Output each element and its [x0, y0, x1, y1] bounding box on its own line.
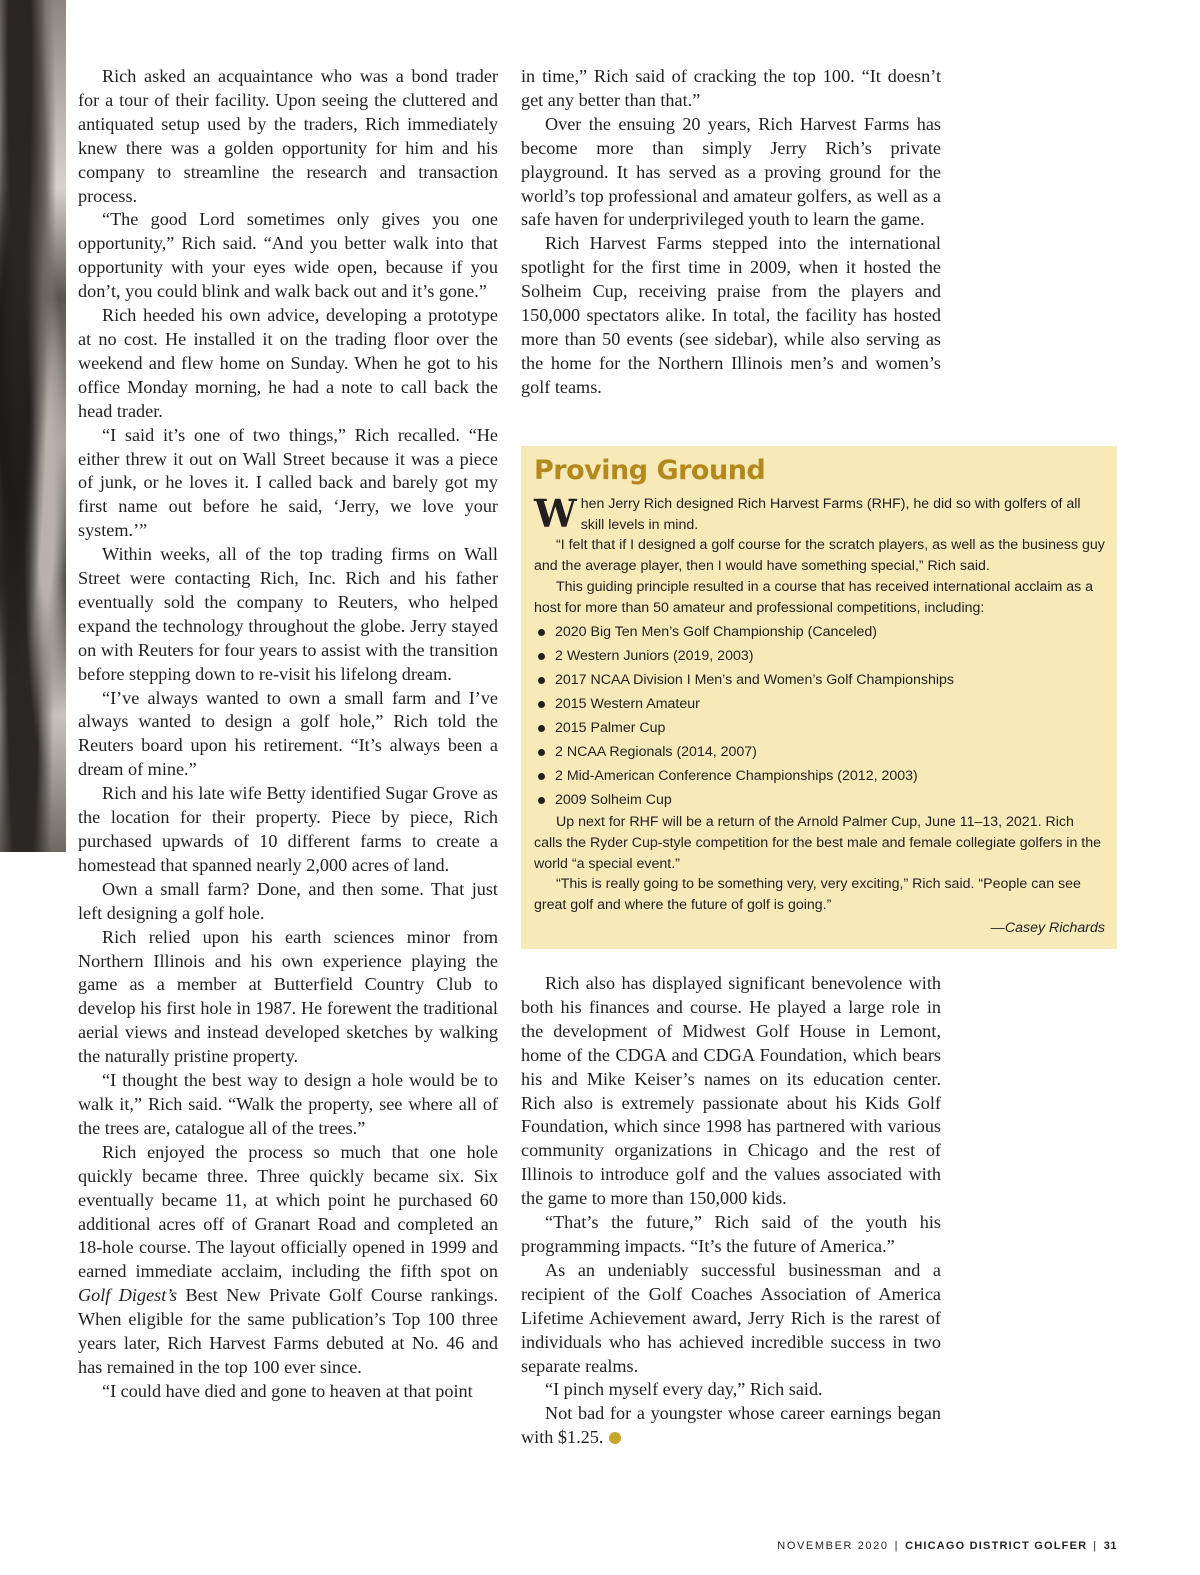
paragraph [78, 1141, 498, 1380]
list-item: 2009 Solheim Cup [534, 788, 1105, 812]
paragraph: Rich heeded his own advice, developing a prototype at no cost. He installed it on the trading floor over the weekend and flew home on Sunday. When he got to his office Monday morning, he had a note to call back the head trader. [78, 305, 498, 421]
paragraph: Rich and his late wife Betty identified Sugar Grove as the location for their property. Piece by piece, Rich purchased upwards of 10 different farms to create a homestead that spanned nearly 2,000 acres of land. [78, 783, 498, 875]
list-item: 2015 Western Amateur [534, 692, 1105, 716]
end-mark-icon [609, 1432, 621, 1444]
paragraph: “I thought the best way to design a hole would be to walk it,” Rich said. “Walk the property, see where all of the trees are, catalogue all of the trees.” [78, 1070, 498, 1138]
paragraph-text: Best New Private Golf Course rankings. When eligible for the same publication’s Top 100 three years later, Rich Harvest Farms debuted at No. 46 and has remained in the top 100 ever since. [78, 1285, 498, 1377]
list-item: 2 NCAA Regionals (2014, 2007) [534, 740, 1105, 764]
list-item: 2 Mid-American Conference Championships (2012, 2003) [534, 764, 1105, 788]
sidebar-lead [534, 491, 1105, 536]
publication-name: CHICAGO DISTRICT GOLFER [905, 1540, 1088, 1552]
byline: —Casey Richards [990, 919, 1105, 936]
separator: | [1093, 1540, 1098, 1552]
drop-cap: W [534, 491, 577, 536]
article-column-3 [521, 972, 941, 1450]
sidebar-paragraph: Up next for RHF will be a return of the Arnold Palmer Cup, June 11–13, 2021. Rich calls the Ryder Cup-style competition for the best male and female collegiate golfers in the world “a special event.” [534, 814, 1102, 872]
paragraph: Own a small farm? Done, and then some. That just left designing a golf hole. [78, 878, 498, 923]
paragraph: Rich relied upon his earth sciences minor from Northern Illinois and his own experience playing the game as a member at Butterfield Country Club to develop his first hole in 1987. He forewent the traditional aerial views and instead developed sketches by walking the naturally pristine property. [78, 926, 498, 1067]
sidebar-title: Proving Ground [534, 455, 766, 486]
page-footer [777, 1540, 1117, 1552]
sidebar-paragraph: “This is really going to be something very, very exciting,” Rich said. “People can see great golf and where the future of golf is going.” [534, 876, 1081, 914]
article-column-1 [78, 65, 498, 1404]
issue-date: NOVEMBER 2020 [777, 1540, 889, 1552]
sidebar-box [521, 446, 1117, 949]
paragraph [521, 1402, 941, 1450]
sidebar-lead-text: hen Jerry Rich designed Rich Harvest Farms (RHF), he did so with golfers of all skill levels in mind. [580, 496, 1081, 533]
paragraph: “I said it’s one of two things,” Rich recalled. “He either threw it out on Wall Street because it was a piece of junk, or he loves it. I called back and barely got my first name out before he said, ‘Jerry, we love your system.’” [78, 424, 498, 541]
paragraph: “The good Lord sometimes only gives you one opportunity,” Rich said. “And you better walk into that opportunity with your eyes wide open, because if you don’t, you could blink and walk back out and it’s gone.” [78, 209, 498, 302]
paragraph: Over the ensuing 20 years, Rich Harvest Farms has become more than simply Jerry Rich’s private playground. It has served as a proving ground for the world’s top professional and amateur golfers, as well as a safe haven for underprivileged youth to learn the game. [521, 113, 941, 230]
page-number: 31 [1103, 1540, 1117, 1552]
sidebar-paragraph: This guiding principle resulted in a course that has received international acclaim as a host for more than 50 amateur and professional competitions, including: [534, 578, 1094, 616]
list-item: 2020 Big Ten Men’s Golf Championship (Canceled) [534, 620, 1105, 644]
tree-photo [0, 0, 66, 852]
list-item: 2017 NCAA Division I Men’s and Women’s Golf Championships [534, 668, 1105, 692]
paragraph-continuation: in time,” Rich said of cracking the top 100. “It doesn’t get any better than that.” [521, 66, 941, 110]
article-column-2 [521, 65, 941, 400]
event-list [534, 620, 1105, 812]
paragraph: “I could have died and gone to heaven at that point [102, 1380, 473, 1401]
paragraph: Rich also has displayed significant benevolence with both his finances and course. He played a large role in the development of Midwest Golf House in Lemont, home of the CDGA and CDGA Foundation, which bears his and Mike Keiser’s names on its education center. Rich also is extremely passionate about his Kids Golf Foundation, which since 1998 has partnered with various community organizations in Chicago and the rest of Illinois to introduce golf and the values associated with the game to more than 150,000 kids. [521, 973, 941, 1209]
separator: | [894, 1540, 900, 1552]
paragraph-text: Not bad for a youngster whose career earnings began with $1.25. [521, 1403, 941, 1448]
paragraph: “That’s the future,” Rich said of the youth his programming impacts. “It’s the future of America.” [521, 1212, 941, 1256]
list-item: 2 Western Juniors (2019, 2003) [534, 644, 1105, 668]
paragraph: Rich asked an acquaintance who was a bond trader for a tour of their facility. Upon seeing the cluttered and antiquated setup used by the traders, Rich immediately knew there was a golden opportunity for him and his company to streamline the research and transaction process. [78, 66, 498, 206]
paragraph: Rich Harvest Farms stepped into the international spotlight for the first time in 2009, when it hosted the Solheim Cup, receiving praise from the players and 150,000 spectators alike. In total, the facility has hosted more than 50 events (see sidebar), while also serving as the home for the Northern Illinois men’s and women’s golf teams. [521, 233, 941, 397]
paragraph: As an undeniably successful businessman and a recipient of the Golf Coaches Association of America Lifetime Achievement award, Jerry Rich is the rarest of individuals who has achieved incredible success in two separate realms. [521, 1259, 941, 1376]
list-item: 2015 Palmer Cup [534, 716, 1105, 740]
publication-title: Golf Digest’s [78, 1285, 178, 1306]
paragraph-text: Rich enjoyed the process so much that one hole quickly became three. Three quickly became six. Six eventually became 11, at which point he purchased 60 additional acres off of Granart Road and completed an 18-hole course. The layout officially opened in 1999 and earned immediate acclaim, including the fifth spot on [78, 1141, 498, 1282]
paragraph: Within weeks, all of the top trading firms on Wall Street were contacting Rich, Inc. Rich and his father eventually sold the company to Reuters, who helped expand the technology throughout the globe. Jerry stayed on with Reuters for four years to assist with the transition before stepping down to re-visit his lifelong dream. [78, 544, 498, 684]
sidebar-paragraph: “I felt that if I designed a golf course for the scratch players, as well as the business guy and the average player, then I would have something special,” Rich said. [534, 537, 1105, 575]
paragraph: “I pinch myself every day,” Rich said. [545, 1379, 823, 1400]
paragraph: “I’ve always wanted to own a small farm and I’ve always wanted to design a golf hole,” Rich told the Reuters board upon his retirement. “It’s always been a dream of mine.” [78, 687, 498, 780]
